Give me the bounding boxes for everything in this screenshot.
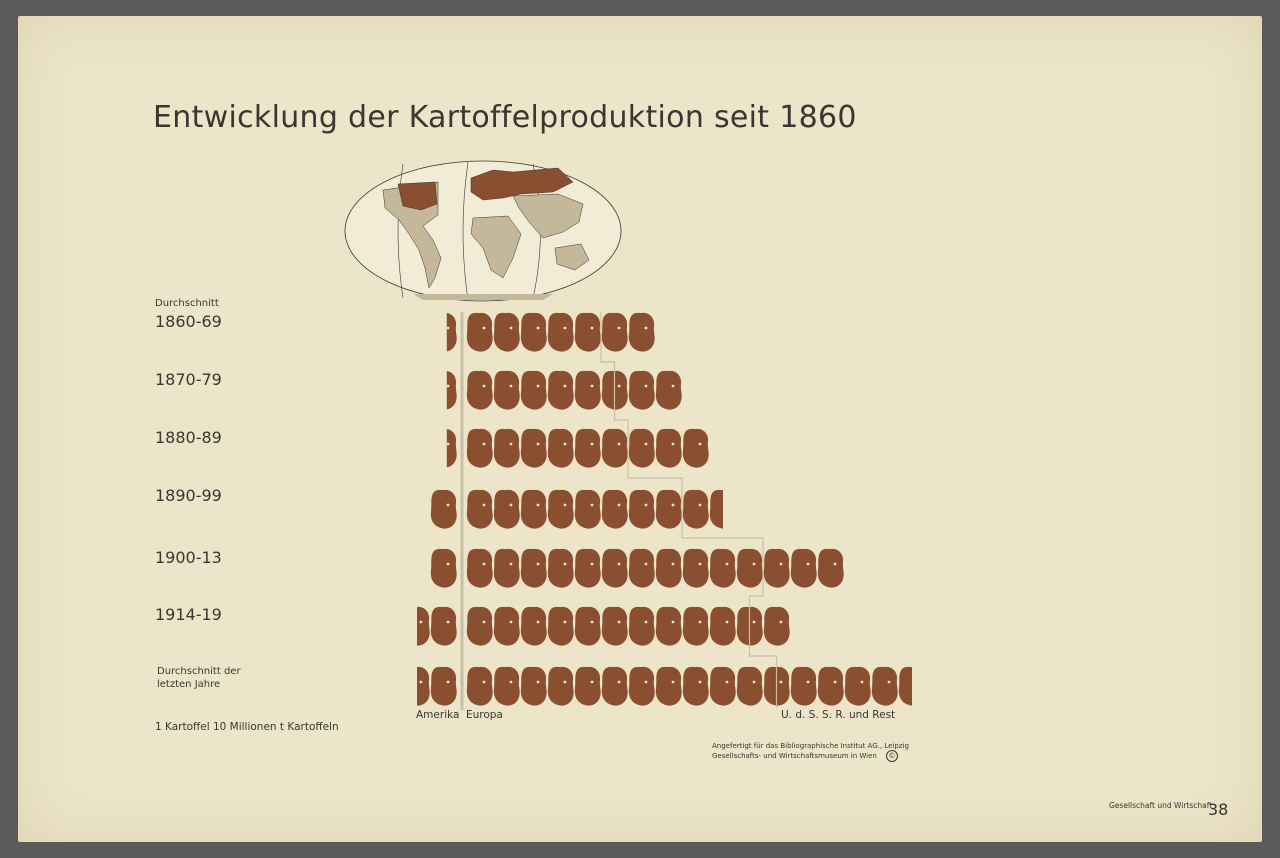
page-title: Entwicklung der Kartoffelproduktion seit 1860 — [153, 100, 857, 135]
durchschnitt-label: Durchschnitt — [155, 298, 219, 309]
row-label-1880: 1880-89 — [155, 428, 222, 447]
credit-text — [712, 741, 909, 761]
footer-series: Gesellschaft und Wirtschaft — [1109, 801, 1213, 810]
last-years-label-line1: Durchschnitt der — [157, 666, 241, 677]
row-label-1870: 1870-79 — [155, 370, 222, 389]
world-map — [343, 160, 623, 302]
row-label-1890: 1890-99 — [155, 486, 222, 505]
credit-line-1: Angefertigt für das Bibliographische Institut AG., Leipzig — [712, 742, 909, 750]
row-label-1860: 1860-69 — [155, 312, 222, 331]
copyright-icon: © — [886, 750, 898, 762]
row-label-1914: 1914-19 — [155, 605, 222, 624]
map-land-antarctica — [413, 294, 553, 300]
row-label-1900: 1900-13 — [155, 548, 222, 567]
last-years-label-line2: letzten Jahre — [157, 679, 221, 690]
credit-line-2: Gesellschafts- und Wirtschaftsmuseum in Wien — [712, 752, 877, 760]
page-number: 38 — [1208, 800, 1229, 819]
region-label-amerika: Amerika — [416, 709, 460, 721]
region-label-udssr: U. d. S. S. R. und Rest — [781, 709, 896, 721]
region-label-europa: Europa — [466, 709, 503, 721]
map-usa-highlight — [398, 182, 437, 210]
legend-unit: 1 Kartoffel 10 Millionen t Kartoffeln — [155, 721, 339, 733]
